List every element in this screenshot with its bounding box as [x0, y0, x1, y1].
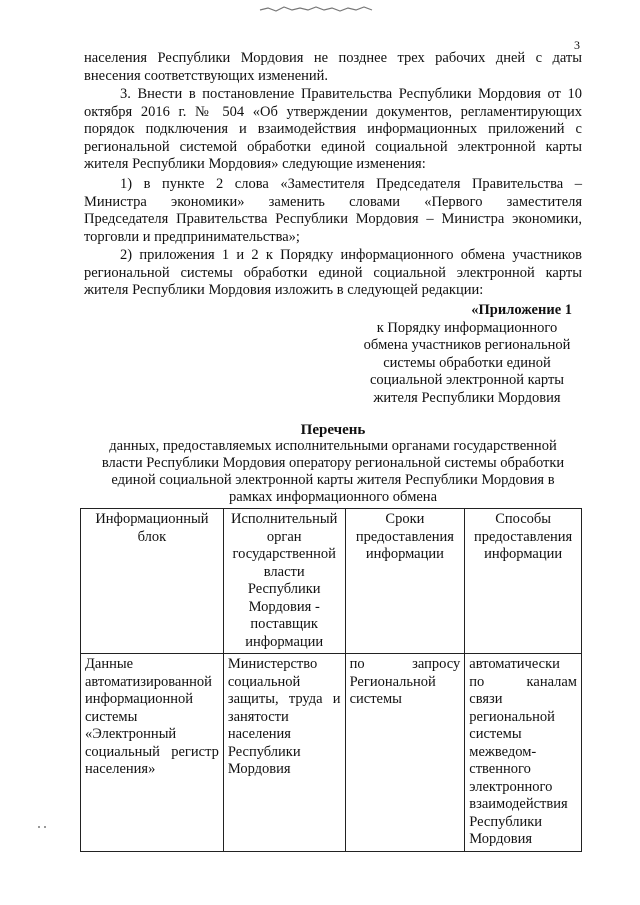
cell-text: социальной [227, 673, 301, 690]
text-line: региональной системой обработки единой социальной электронной карты [84, 138, 582, 155]
cell-text: Республики [227, 743, 301, 760]
text-line: Министра экономики» заменить словами «Первого заместителя [84, 193, 582, 210]
header-text: орган [266, 528, 302, 545]
header-text: информации [365, 546, 444, 562]
header-cell-executive-body [223, 509, 345, 654]
cell-text: системы [469, 726, 522, 742]
header-text: Информационный [95, 511, 209, 527]
appendix-line: системы обработки единой [383, 354, 551, 371]
paragraph-subitem-1 [84, 176, 582, 246]
header-text: информации [245, 633, 324, 650]
text-line: региональной системы обработки единой социальной электронной карты [84, 264, 582, 281]
cell-timing [345, 654, 465, 852]
cell-text: электронного [469, 778, 553, 795]
text-line: 3. Внести в постановление Правительства Республики Мордовия от 10 [120, 86, 582, 102]
header-text: предоставления [474, 528, 573, 545]
paragraph-subitem-2 [84, 247, 582, 300]
cell-text: Республики [469, 813, 543, 830]
header-text: поставщик [250, 616, 318, 632]
subtitle-line: власти Республики Мордовия оператору региональной системы обработки [101, 455, 565, 471]
text-line: порядок подключения и взаимодействия информационных приложений с [84, 121, 582, 137]
table-header-row [81, 509, 582, 654]
header-text: власти [263, 563, 305, 580]
text-line: октября 2016 г. № 504 «Об утверждении документов, регламентирующих [84, 103, 582, 120]
appendix-line: жителя Республики Мордовия [373, 389, 561, 406]
data-table [80, 508, 582, 852]
list-title: Перечень [300, 422, 366, 438]
cell-text: взаимодействия [469, 796, 568, 812]
header-text: предоставления [355, 528, 454, 545]
cell-text: социальный регистр [85, 743, 219, 760]
scan-speck [38, 826, 40, 828]
paragraph-continuation [84, 50, 582, 85]
table-row [81, 654, 582, 852]
subtitle-line: единой социальной электронной карты жителя Республики Мордовия в [111, 472, 555, 488]
appendix-line: к Порядку информационного [376, 319, 558, 336]
text-line: 2) приложения 1 и 2 к Порядку информационного обмена участников [120, 247, 582, 263]
header-cell-timing [345, 509, 465, 654]
cell-text: занятости [227, 708, 289, 725]
cell-info-block [81, 654, 224, 852]
text-line: торговли и предпринимательства»; [84, 228, 300, 245]
cell-executive-body [223, 654, 345, 852]
text-line: жителя Республики Мордовия изложить в следующей редакции: [84, 282, 484, 298]
page-number: 3 [574, 38, 580, 52]
cell-text: информационной [85, 691, 194, 707]
header-text: государственной [232, 546, 336, 562]
cell-text: населения» [85, 761, 156, 777]
header-text: Сроки [385, 511, 425, 527]
scan-artifact [258, 4, 376, 14]
cell-text: Мордовия [227, 761, 291, 777]
cell-methods [465, 654, 582, 852]
cell-text: защиты, труда и [227, 691, 341, 707]
cell-text: региональной [469, 708, 555, 725]
cell-text: Министерство [227, 656, 318, 672]
appendix-title: «Приложение 1 [471, 302, 572, 318]
list-subtitle [84, 438, 582, 506]
cell-text: системы [349, 691, 402, 707]
text-line: внесения соответствующих изменений. [84, 67, 329, 84]
appendix-line: социальной электронной карты [369, 372, 565, 388]
appendix-header [352, 302, 582, 407]
header-cell-info-block [81, 509, 224, 654]
cell-text: Мордовия [469, 831, 533, 847]
cell-text: автоматически [469, 656, 560, 672]
header-text: блок [137, 528, 167, 545]
cell-text: автоматизированной [85, 673, 212, 690]
cell-text: Региональной [349, 673, 436, 690]
cell-text: по каналам [469, 673, 577, 690]
cell-text: связи [469, 691, 503, 707]
cell-text: по запросу [349, 656, 461, 672]
subtitle-line: данных, предоставляемых исполнительными органами государственной [109, 438, 557, 454]
header-text: Способы [495, 511, 552, 527]
header-text: Мордовия - [248, 598, 320, 615]
text-line: Председателя Правительства Республики Мордовия – Министра экономики, [84, 211, 582, 227]
cell-text: населения [227, 726, 291, 742]
cell-text: «Электронный [85, 726, 177, 742]
cell-text: межведом- [469, 743, 537, 760]
header-cell-methods [465, 509, 582, 654]
text-line: населения Республики Мордовия не позднее трех рабочих дней с даты [84, 50, 582, 66]
text-line: 1) в пункте 2 слова «Заместителя Председателя Правительства – [120, 176, 582, 192]
header-text: информации [484, 546, 563, 562]
cell-text: Данные [85, 656, 134, 672]
subtitle-line: рамках информационного обмена [229, 489, 437, 505]
appendix-line: обмена участников региональной [363, 337, 571, 353]
cell-text: ственного [469, 761, 531, 777]
scan-speck [44, 826, 46, 828]
text-line: жителя Республики Мордовия» следующие изменения: [84, 156, 426, 172]
paragraph-item-3 [84, 86, 582, 174]
cell-text: системы [85, 708, 138, 725]
header-text: Республики [247, 581, 321, 597]
header-text: Исполнительный [231, 511, 338, 527]
